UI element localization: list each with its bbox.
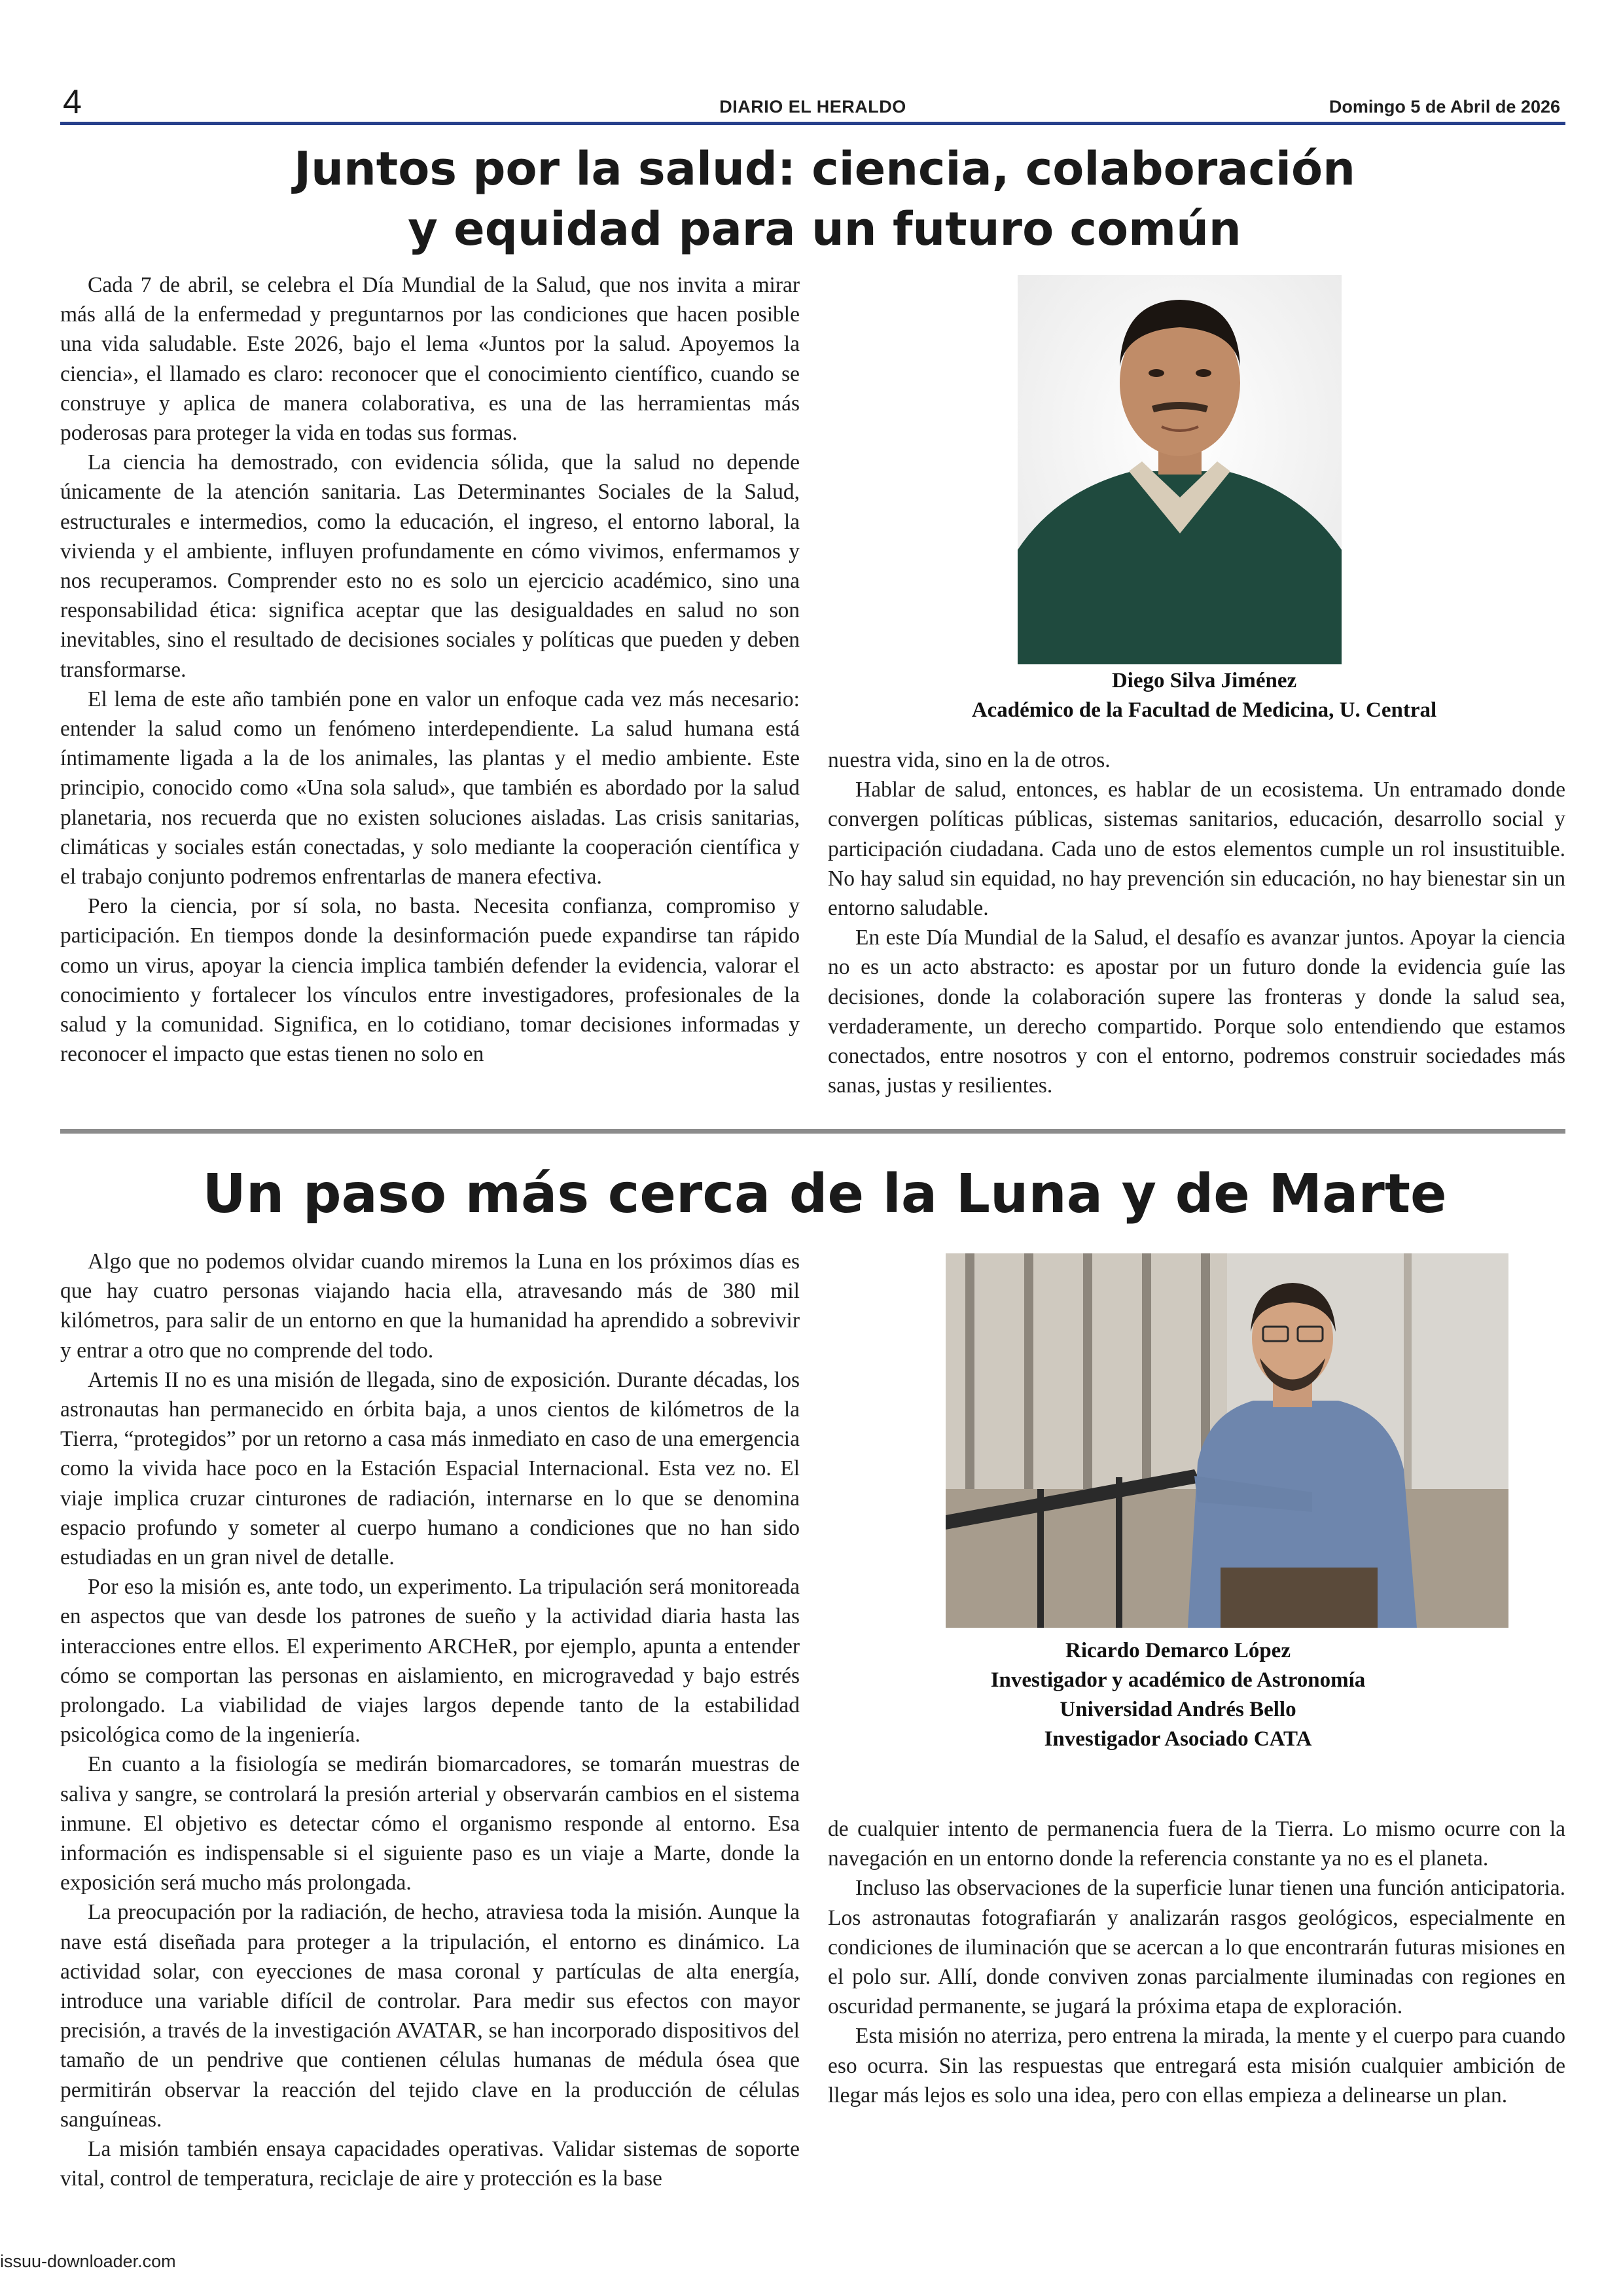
article-1-right-column xyxy=(828,745,1565,1100)
article-1-paragraph: Cada 7 de abril, se celebra el Día Mundial de la Salud, que nos invita a mirar más allá de la enfermedad y preguntarnos por las condiciones que hacen posible una vida saludable. Este 2026, bajo el lema «Juntos por la salud. Apoyemos la ciencia», el llamado es claro: reconocer que el conocimiento científico, cuando se construye y aplica de manera colaborativa, es una de las herramientas más poderosas para proteger la vida en todas sus formas. xyxy=(60,273,800,446)
article-1-title xyxy=(196,139,1453,259)
issue-date: Domingo 5 de Abril de 2026 xyxy=(1329,97,1560,117)
article-2-left-column xyxy=(60,1247,800,2194)
article-1-paragraph: El lema de este año también pone en valor un enfoque cada vez más necesario: entender la salud como un fenómeno interdependiente. La salud humana está íntimamente ligada a la de los animales, las plantas y el medio ambiente. Este principio, conocido como «Una sola salud», que también es abordado por la salud planetaria, nos recuerda que no existen soluciones aisladas. Las crisis sanitarias, climáticas y sociales están conectadas, y solo mediante la cooperación científica y el trabajo conjunto podremos enfrentarlas de manera efectiva. xyxy=(60,687,800,889)
article-2-paragraph: Por eso la misión es, ante todo, un experimento. La tripulación será monitoreada en aspectos que van desde los patrones de sueño y la actividad diaria hasta las interacciones entre ellos. El experimento ARCHeR, por ejemplo, apunta a entender cómo se comportan las personas en aislamiento, en microgravedad y bajo estrés prolongado. La viabilidad de viajes largos depende tanto de la estabilidad psicológica como de la ingeniería. xyxy=(60,1575,800,1748)
article-1-paragraph: En este Día Mundial de la Salud, el desafío es avanzar juntos. Apoyar la ciencia no es un acto abstracto: es apostar por un futuro donde la evidencia guíe las decisiones, donde la colaboración supere las fronteras y donde la salud sea, verdaderamente, un derecho compartido. Porque solo entendiendo que estamos conectados, entre nosotros y con el entorno, podremos construir sociedades más sanas, justas y resilientes. xyxy=(828,925,1565,1098)
article-2-paragraph: En cuanto a la fisiología se medirán biomarcadores, se tomarán muestras de saliva y sangre, se controlará la presión arterial y observarán cambios en el sistema inmune. El objetivo es detectar cómo el organismo responde al entorno. Esa información es indispensable si el siguiente paso es un viaje a Marte, donde la exposición será mucho más prolongada. xyxy=(60,1752,800,1895)
author-photo-ricardo xyxy=(946,1253,1508,1628)
article-1-paragraph: Hablar de salud, entonces, es hablar de un ecosistema. Un entramado donde convergen políticas públicas, sistemas sanitarios, educación, desarrollo social y participación ciudadana. Cada uno de estos elementos cumple un rol insustituible. No hay salud sin equidad, no hay prevención sin educación, no hay bienestar sin un entorno saludable. xyxy=(828,778,1565,921)
author-name: Diego Silva Jiménez xyxy=(1111,669,1297,692)
author-photo-diego xyxy=(1018,275,1342,664)
article-1-left-column xyxy=(60,270,800,1069)
article-2-paragraph: Esta misión no aterriza, pero entrena la mirada, la mente y el cuerpo para cuando eso ocurra. Sin las respuestas que entregará esta misión cualquier ambición de llegar más lejos es solo una idea, pero con ellas empieza a delinearse un plan. xyxy=(828,2024,1565,2108)
article-1-paragraph: Pero la ciencia, por sí sola, no basta. Necesita confianza, compromiso y participación. En tiempos donde la desinformación puede expandirse tan rápido como un virus, apoyar la ciencia implica también defender la evidencia, valorar el conocimiento y fortalecer los vínculos entre investigadores, profesionales de la salud y la comunidad. Significa, en lo cotidiano, tomar decisiones informadas y reconocer el impacto que estas tienen no solo en xyxy=(60,894,800,1067)
author-portrait-illustration xyxy=(1018,275,1342,664)
page-header xyxy=(60,77,1565,124)
article-2-paragraph: Incluso las observaciones de la superficie lunar tienen una función anticipatoria. Los astronautas fotografiarán y analizarán rasgos geológicos, especialmente en condiciones de iluminación que se acercan a lo que encontrarán futuras misiones en el polo sur. Allí, donde conviven zonas parcialmente iluminadas con regiones en oscuridad permanente, se jugará la próxima etapa de exploración. xyxy=(828,1876,1565,2019)
article-1-title-line-1: Juntos por la salud: ciencia, colaboración xyxy=(294,142,1355,196)
article-1-paragraph: La ciencia ha demostrado, con evidencia sólida, que la salud no depende únicamente de la atención sanitaria. Las Determinantes Sociales de la Salud, estructurales e intermedios, como la educación, el ingreso, el entorno laboral, la vivienda y el ambiente, influyen profundamente en cómo vivimos, enfermamos y nos recuperamos. Comprender esto no es solo un ejercicio académico, sino una responsabilidad ética: significa aceptar que las desigualdades en salud no son inevitables, sino el resultado de decisiones sociales y políticas que pueden y deben transformarse. xyxy=(60,450,800,682)
article-2-author-caption xyxy=(906,1636,1450,1754)
author-affiliation: Universidad Andrés Bello xyxy=(1060,1698,1296,1721)
article-1-author-caption xyxy=(916,666,1492,725)
author-portrait-illustration xyxy=(946,1253,1508,1628)
author-affiliation: Investigador Asociado CATA xyxy=(1044,1727,1312,1751)
newspaper-name: DIARIO EL HERALDO xyxy=(719,97,906,117)
header-rule xyxy=(60,122,1565,125)
article-divider xyxy=(60,1129,1565,1134)
article-2-paragraph: Algo que no podemos olvidar cuando miremos la Luna en los próximos días es que hay cuatro personas viajando hacia ella, atravesando más de 380 mil kilómetros, para salir de un entorno en que la humanidad ha aprendido a sobrevivir y entrar a otro que no comprende del todo. xyxy=(60,1249,800,1363)
author-affiliation: Académico de la Facultad de Medicina, U. Central xyxy=(971,698,1437,722)
article-2-paragraph: La preocupación por la radiación, de hecho, atraviesa toda la misión. Aunque la nave está diseñada para proteger a la tripulación, el entorno es dinámico. La actividad solar, con eyecciones de masa coronal y partículas de alta energía, introduce una variable difícil de controlar. Para medir sus efectos con mayor precisión, a través de la investigación AVATAR, se han incorporado dispositivos del tamaño de un pendrive que contienen células humanas de médula ósea que permitirán observar la reacción del tejido clave en la producción de células sanguíneas. xyxy=(60,1900,800,2132)
article-2-right-column xyxy=(828,1814,1565,2110)
article-1-paragraph: nuestra vida, sino en la de otros. xyxy=(828,748,1111,772)
author-name: Ricardo Demarco López xyxy=(1065,1639,1291,1662)
article-1-title-line-2: y equidad para un futuro común xyxy=(408,202,1241,256)
article-2-paragraph: de cualquier intento de permanencia fuera de la Tierra. Lo mismo ocurre con la navegación en un entorno donde la referencia constante ya no es el planeta. xyxy=(828,1817,1565,1871)
article-2-title: Un paso más cerca de la Luna y de Marte xyxy=(202,1163,1447,1225)
article-2-paragraph: Artemis II no es una misión de llegada, sino de exposición. Durante décadas, los astronautas han permanecido en órbita baja, a unos cientos de kilómetros de la Tierra, “protegidos” por un retorno a casa más inmediato en caso de una emergencia como la vivida hace poco en la Estación Espacial Internacional. Esta vez no. El viaje implica cruzar cinturones de radiación, internarse en lo que se denomina espacio profundo y someter al cuerpo humano a condiciones que no han sido estudiadas en un gran nivel de detalle. xyxy=(60,1367,800,1570)
footer-watermark: issuu-downloader.com xyxy=(0,2251,176,2271)
article-2-paragraph: La misión también ensaya capacidades operativas. Validar sistemas de soporte vital, control de temperatura, reciclaje de aire y protección es la base xyxy=(60,2137,800,2191)
page-number: 4 xyxy=(63,83,82,121)
author-affiliation: Investigador y académico de Astronomía xyxy=(990,1668,1366,1692)
